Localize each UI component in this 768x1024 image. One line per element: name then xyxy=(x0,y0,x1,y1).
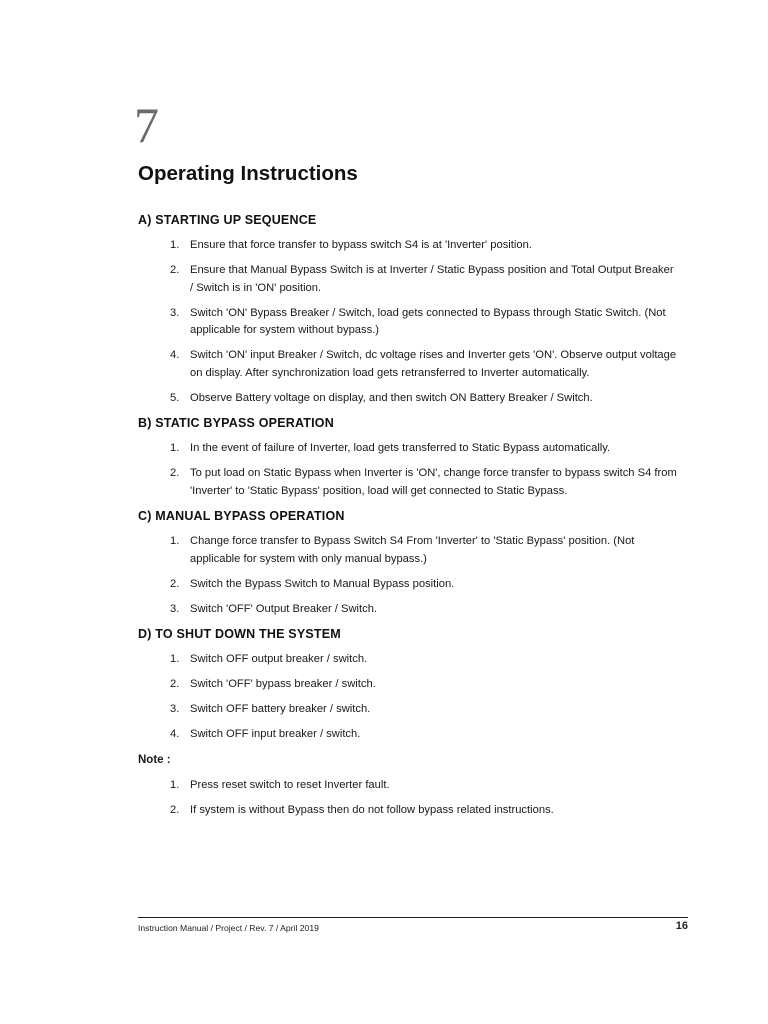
list-item xyxy=(138,533,678,568)
item-number: 1. xyxy=(170,442,180,454)
instructions-body xyxy=(138,212,678,827)
item-number: 2. xyxy=(170,264,180,276)
item-text: Change force transfer to Bypass Switch S4 From 'Inverter' to 'Static Bypass' position. (Not applicable for system with only manual bypass.) xyxy=(190,535,635,565)
item-number: 2. xyxy=(170,678,180,690)
note-list xyxy=(138,777,678,820)
step-list xyxy=(138,237,678,407)
note-label: Note : xyxy=(138,753,171,766)
list-item xyxy=(138,777,678,795)
item-text: Switch 'OFF' Output Breaker / Switch. xyxy=(190,602,378,615)
section-starting-up xyxy=(138,212,678,407)
item-number: 4. xyxy=(170,349,180,361)
item-number: 2. xyxy=(170,577,180,590)
step-list xyxy=(138,533,678,618)
item-number: 3. xyxy=(170,703,180,715)
item-number: 1. xyxy=(170,778,180,791)
item-text: Ensure that Manual Bypass Switch is at Inverter / Static Bypass position and Total Output Breaker / Switch is in 'ON' position. xyxy=(190,264,674,294)
item-text: Switch the Bypass Switch to Manual Bypass position. xyxy=(190,577,455,590)
list-item xyxy=(138,390,678,408)
section-shut-down xyxy=(138,626,678,744)
list-item xyxy=(138,347,678,382)
section-manual-bypass xyxy=(138,508,678,618)
item-text: To put load on Static Bypass when Inverter is 'ON', change force transfer to bypass switch S4 from 'Inverter' to 'Static Bypass' position, load will get connected to Static Bypass. xyxy=(190,467,677,497)
list-item xyxy=(138,465,678,500)
list-item xyxy=(138,305,678,340)
list-item xyxy=(138,237,678,255)
section-static-bypass xyxy=(138,415,678,500)
item-text: Switch OFF output breaker / switch. xyxy=(190,653,368,665)
item-number: 3. xyxy=(170,306,180,319)
item-text: Switch 'OFF' bypass breaker / switch. xyxy=(190,678,376,690)
item-number: 3. xyxy=(170,602,180,615)
item-number: 2. xyxy=(170,467,180,479)
section-heading: C) MANUAL BYPASS OPERATION xyxy=(138,509,345,523)
section-heading: D) TO SHUT DOWN THE SYSTEM xyxy=(138,627,341,641)
list-item xyxy=(138,676,678,694)
item-number: 4. xyxy=(170,728,180,740)
footer-text: Instruction Manual / Project / Rev. 7 / April 2019 xyxy=(138,923,319,933)
item-text: Press reset switch to reset Inverter fault. xyxy=(190,778,390,791)
footer-divider xyxy=(138,917,688,918)
item-number: 2. xyxy=(170,803,180,816)
item-text: Switch OFF input breaker / switch. xyxy=(190,728,361,740)
list-item xyxy=(138,576,678,594)
list-item xyxy=(138,726,678,744)
item-text: Switch OFF battery breaker / switch. xyxy=(190,703,371,715)
item-number: 1. xyxy=(170,535,180,547)
item-text: Observe Battery voltage on display, and then switch ON Battery Breaker / Switch. xyxy=(190,391,593,404)
list-item xyxy=(138,440,678,458)
section-heading: A) STARTING UP SEQUENCE xyxy=(138,213,317,227)
item-number: 5. xyxy=(170,391,180,404)
step-list xyxy=(138,440,678,500)
page-number: 16 xyxy=(675,920,688,932)
list-item xyxy=(138,651,678,669)
step-list xyxy=(138,651,678,744)
item-text: Switch 'ON' input Breaker / Switch, dc voltage rises and Inverter gets 'ON'. Observe output voltage on display. After synchronization load gets retransferred to Inverter automatically. xyxy=(190,349,677,379)
chapter-number: 7 xyxy=(134,97,159,153)
note-section xyxy=(138,752,678,820)
item-text: Switch 'ON' Bypass Breaker / Switch, load gets connected to Bypass through Static Switch. (Not applicable for system without bypass.) xyxy=(190,306,666,336)
list-item xyxy=(138,802,678,820)
page-title: Operating Instructions xyxy=(138,162,358,185)
list-item xyxy=(138,601,678,619)
item-number: 1. xyxy=(170,653,180,665)
item-text: In the event of failure of Inverter, load gets transferred to Static Bypass automatically. xyxy=(190,442,611,454)
item-text: If system is without Bypass then do not follow bypass related instructions. xyxy=(190,803,554,816)
section-heading: B) STATIC BYPASS OPERATION xyxy=(138,416,334,430)
list-item xyxy=(138,262,678,297)
item-number: 1. xyxy=(170,239,180,251)
item-text: Ensure that force transfer to bypass switch S4 is at 'Inverter' position. xyxy=(190,239,532,251)
list-item xyxy=(138,701,678,719)
